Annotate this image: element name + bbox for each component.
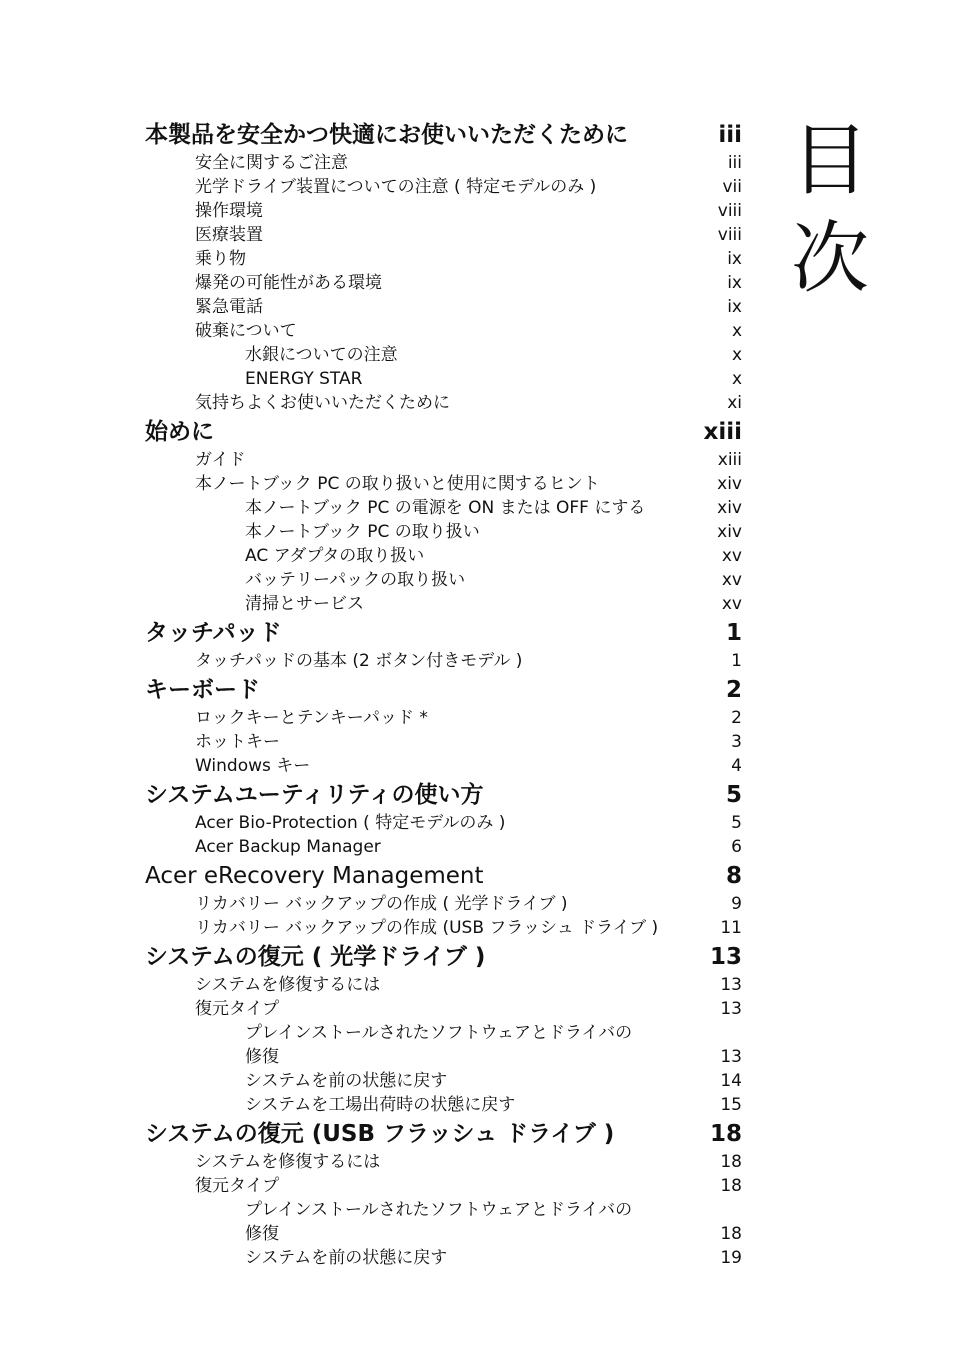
toc-entry-level-3[interactable] <box>145 496 745 520</box>
toc-entry-level-2[interactable] <box>145 247 745 271</box>
toc-entry-title: タッチパッドの基本 (2 ボタン付きモデル ) <box>195 651 523 671</box>
toc-entry-level-3[interactable] <box>145 1198 745 1222</box>
toc-entry-title: AC アダプタの取り扱い <box>245 546 425 566</box>
toc-entry-title: 始めに <box>145 419 214 445</box>
toc-entry-title: リカバリー バックアップの作成 (USB フラッシュ ドライブ ) <box>195 918 659 938</box>
toc-entry-title: キーボード <box>145 677 260 703</box>
toc-entry-level-2[interactable] <box>145 175 745 199</box>
toc-entry-page: 13 <box>720 975 742 995</box>
toc-entry-page: x <box>731 321 742 341</box>
toc-entry-page: 18 <box>709 1121 742 1147</box>
toc-entry-title: Acer Backup Manager <box>195 837 381 857</box>
toc-entry-page: 6 <box>731 837 742 857</box>
toc-entry-page: 5 <box>725 782 742 808</box>
toc-entry-title: 緊急電話 <box>195 297 263 317</box>
toc-entry-title: 復元タイプ <box>195 999 280 1019</box>
toc-entry-title: システムの復元 (USB フラッシュ ドライブ ) <box>145 1121 615 1147</box>
toc-entry-page: 5 <box>731 813 742 833</box>
toc-entry-level-2[interactable] <box>145 271 745 295</box>
toc-entry-page: x <box>731 369 742 389</box>
toc-entry-title: 爆発の可能性がある環境 <box>195 273 382 293</box>
toc-entry-page: ix <box>727 273 742 293</box>
toc-entry-title: Windows キー <box>195 756 311 776</box>
toc-entry-page: iii <box>718 122 742 148</box>
toc-entry-page: 18 <box>720 1176 742 1196</box>
toc-entry-level-3[interactable] <box>145 544 745 568</box>
toc-entry-page: 2 <box>731 708 742 728</box>
toc-entry-level-2[interactable] <box>145 319 745 343</box>
toc-entry-level-3[interactable] <box>145 1246 745 1270</box>
toc-entry-page: 2 <box>725 677 742 703</box>
toc-entry-page: xv <box>721 546 742 566</box>
side-title-char-2: 次 <box>790 214 869 304</box>
toc-entry-level-2[interactable] <box>145 706 745 730</box>
toc-entry-title: 本ノートブック PC の電源を ON または OFF にする <box>245 498 646 518</box>
toc-entry-level-1[interactable] <box>145 618 745 649</box>
toc-entry-level-1[interactable] <box>145 780 745 811</box>
toc-entry-page: 8 <box>725 863 742 889</box>
toc-entry-level-2[interactable] <box>145 151 745 175</box>
toc-entry-level-2[interactable] <box>145 973 745 997</box>
toc-entry-title: システムを修復するには <box>195 1152 381 1172</box>
toc-entry-page: ix <box>727 249 742 269</box>
toc-entry-level-2[interactable] <box>145 835 745 859</box>
side-title <box>790 112 870 308</box>
toc-entry-title: 医療装置 <box>195 225 263 245</box>
toc-entry-page: xiii <box>717 450 742 470</box>
toc-entry-level-2[interactable] <box>145 997 745 1021</box>
toc-entry-title: プレインストールされたソフトウェアとドライバの <box>245 1200 633 1220</box>
toc-entry-title: 清掃とサービス <box>245 594 364 614</box>
toc-entry-page: viii <box>717 225 742 245</box>
toc-entry-title: 復元タイプ <box>195 1176 280 1196</box>
toc-entry-page: x <box>731 345 742 365</box>
toc-entry-page: xv <box>721 594 742 614</box>
toc-entry-page: 1 <box>731 651 742 671</box>
toc-entry-title: バッテリーパックの取り扱い <box>245 570 466 590</box>
toc-entry-level-2[interactable] <box>145 199 745 223</box>
toc-entry-level-3[interactable] <box>145 1045 745 1069</box>
toc-entry-title: プレインストールされたソフトウェアとドライバの <box>245 1023 633 1043</box>
toc-entry-title: 修復 <box>245 1224 279 1244</box>
toc-entry-title: 本製品を安全かつ快適にお使いいただくために <box>145 122 628 148</box>
toc-entry-level-3[interactable] <box>145 1222 745 1246</box>
toc-entry-level-3[interactable] <box>145 520 745 544</box>
toc-entry-page: 1 <box>725 620 742 646</box>
toc-entry-title: Acer Bio-Protection ( 特定モデルのみ ) <box>195 813 506 833</box>
toc-entry-title: タッチパッド <box>145 620 282 646</box>
toc-entry-level-3[interactable] <box>145 1069 745 1093</box>
toc-entry-page: 14 <box>720 1071 742 1091</box>
toc-entry-title: 光学ドライブ装置についての注意 ( 特定モデルのみ ) <box>195 177 597 197</box>
toc-entry-title: システムの復元 ( 光学ドライブ ) <box>145 944 486 970</box>
toc-entry-title: システムを前の状態に戻す <box>245 1071 448 1091</box>
toc-entry-level-2[interactable] <box>145 472 745 496</box>
toc-entry-page: 19 <box>720 1248 742 1268</box>
toc-entry-level-1[interactable] <box>145 120 745 151</box>
toc-entry-level-2[interactable] <box>145 811 745 835</box>
toc-entry-level-2[interactable] <box>145 892 745 916</box>
toc-entry-title: ENERGY STAR <box>245 369 363 389</box>
toc-entry-level-2[interactable] <box>145 730 745 754</box>
toc-entry-title: ガイド <box>195 450 246 470</box>
toc-entry-level-2[interactable] <box>145 1174 745 1198</box>
toc-entry-page: viii <box>717 201 742 221</box>
toc-entry-page: xi <box>727 393 742 413</box>
toc-entry-level-3[interactable] <box>145 367 745 391</box>
toc-entry-level-1[interactable] <box>145 417 745 448</box>
toc-entry-level-3[interactable] <box>145 568 745 592</box>
toc-entry-title: Acer eRecovery Management <box>145 863 484 889</box>
toc-entry-title: ロックキーとテンキーパッド * <box>195 708 428 728</box>
toc-entry-title: 乗り物 <box>195 249 246 269</box>
toc-entry-level-3[interactable] <box>145 343 745 367</box>
toc-entry-page: xiv <box>717 474 742 494</box>
table-of-contents <box>145 118 745 1270</box>
toc-entry-level-3[interactable] <box>145 592 745 616</box>
toc-entry-page: 3 <box>731 732 742 752</box>
toc-entry-level-2[interactable] <box>145 754 745 778</box>
toc-entry-level-2[interactable] <box>145 223 745 247</box>
toc-entry-title: 安全に関するご注意 <box>195 153 348 173</box>
toc-entry-level-1[interactable] <box>145 1119 745 1150</box>
toc-entry-level-2[interactable] <box>145 295 745 319</box>
toc-entry-title: システムを工場出荷時の状態に戻す <box>245 1095 516 1115</box>
toc-entry-level-1[interactable] <box>145 942 745 973</box>
toc-entry-page: xiv <box>717 498 742 518</box>
toc-entry-page: 4 <box>731 756 742 776</box>
toc-entry-level-2[interactable] <box>145 649 745 673</box>
toc-entry-title: 修復 <box>245 1047 279 1067</box>
toc-entry-title: 操作環境 <box>195 201 263 221</box>
toc-entry-title: 本ノートブック PC の取り扱いと使用に関するヒント <box>195 474 600 494</box>
toc-entry-page: 18 <box>720 1224 742 1244</box>
toc-entry-page: 15 <box>720 1095 742 1115</box>
toc-entry-title: システムを修復するには <box>195 975 381 995</box>
toc-entry-level-2[interactable] <box>145 1150 745 1174</box>
toc-entry-title: 気持ちよくお使いいただくために <box>195 393 450 413</box>
toc-entry-page: 13 <box>720 1047 742 1067</box>
toc-entry-level-2[interactable] <box>145 448 745 472</box>
toc-entry-page: 13 <box>709 944 742 970</box>
toc-entry-level-1[interactable] <box>145 861 745 892</box>
toc-entry-page: 18 <box>720 1152 742 1172</box>
toc-entry-level-2[interactable] <box>145 391 745 415</box>
toc-entry-title: システムユーティリティの使い方 <box>145 782 484 808</box>
toc-entry-title: システムを前の状態に戻す <box>245 1248 448 1268</box>
toc-entry-title: 水銀についての注意 <box>245 345 398 365</box>
toc-entry-page: xiii <box>703 419 742 445</box>
toc-entry-level-2[interactable] <box>145 916 745 940</box>
toc-entry-level-3[interactable] <box>145 1021 745 1045</box>
toc-entry-title: 破棄について <box>195 321 297 341</box>
toc-entry-title: 本ノートブック PC の取り扱い <box>245 522 480 542</box>
toc-entry-title: ホットキー <box>195 732 280 752</box>
toc-entry-page: iii <box>727 153 742 173</box>
toc-entry-page: xv <box>721 570 742 590</box>
toc-entry-page: ix <box>727 297 742 317</box>
toc-entry-title: リカバリー バックアップの作成 ( 光学ドライブ ) <box>195 894 568 914</box>
toc-entry-page: 11 <box>720 918 742 938</box>
toc-entry-page: xiv <box>717 522 742 542</box>
toc-entry-page: 13 <box>720 999 742 1019</box>
side-title-char-1: 目 <box>790 116 869 206</box>
toc-entry-page: vii <box>722 177 742 197</box>
toc-entry-level-1[interactable] <box>145 675 745 706</box>
toc-entry-level-3[interactable] <box>145 1093 745 1117</box>
toc-entry-page: 9 <box>731 894 742 914</box>
